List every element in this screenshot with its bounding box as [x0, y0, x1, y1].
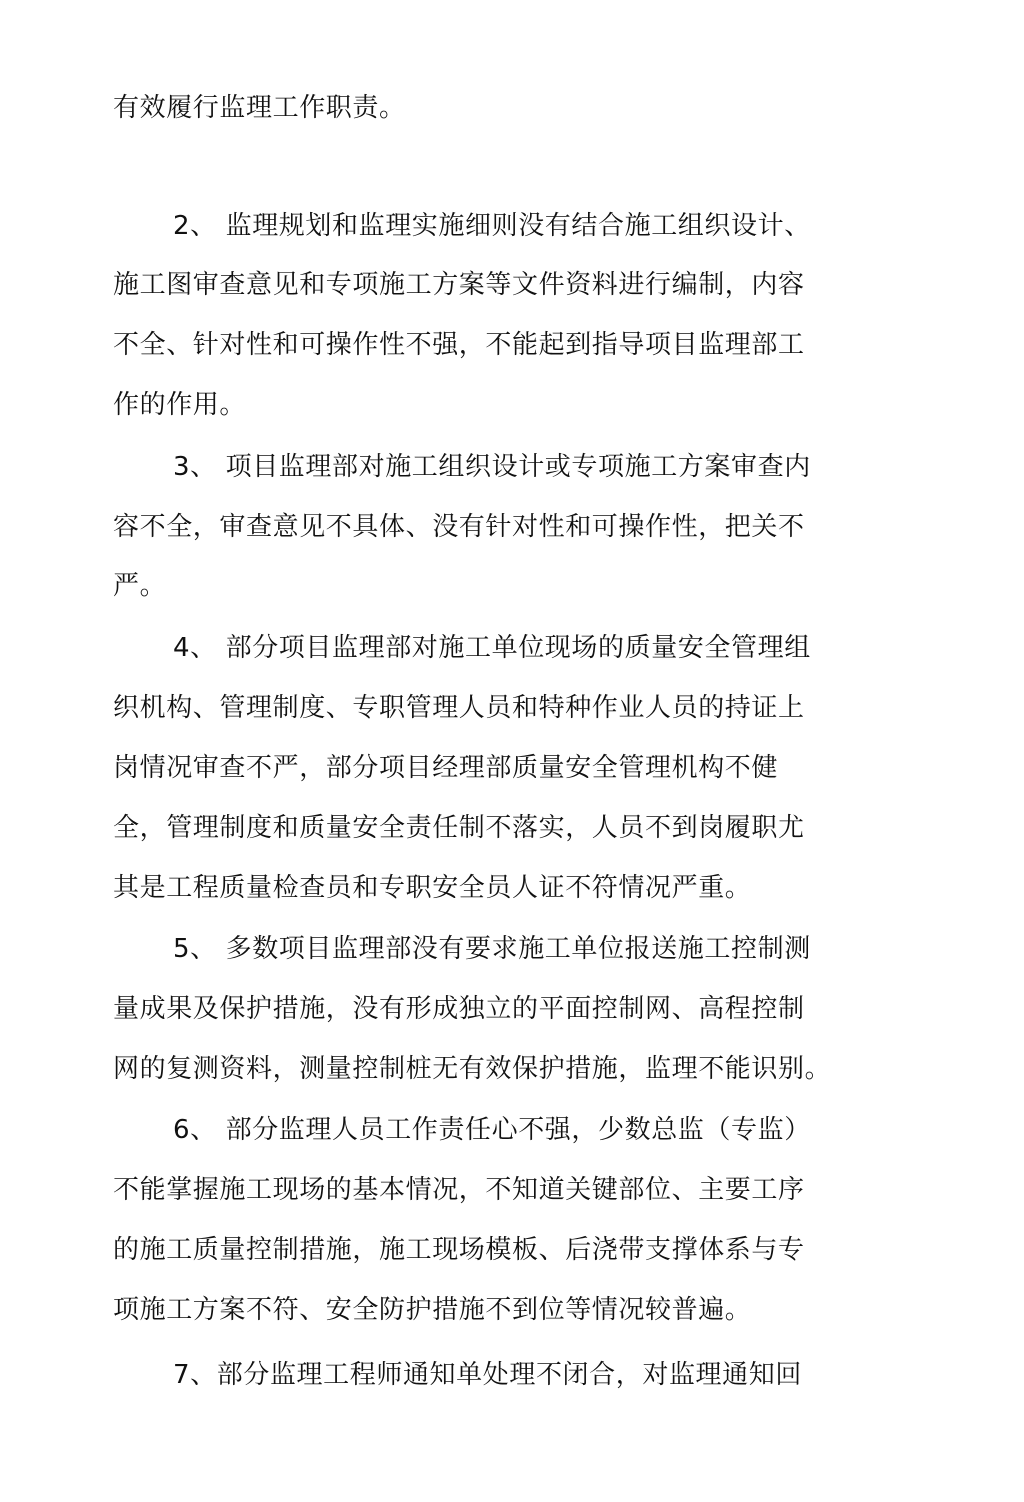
item-5-line-1: 5、 多数项目监理部没有要求施工单位报送施工控制测 — [173, 934, 811, 964]
item-2-line-2: 施工图审查意见和专项施工方案等文件资料进行编制，内容 — [113, 270, 805, 300]
item-3-line-2: 容不全，审查意见不具体、没有针对性和可操作性，把关不 — [113, 512, 805, 542]
item-4-line-2: 织机构、管理制度、专职管理人员和特种作业人员的持证上 — [113, 693, 805, 723]
item-3-line-1: 3、 项目监理部对施工组织设计或专项施工方案审查内 — [173, 452, 811, 482]
item-7-line-1: 7、部分监理工程师通知单处理不闭合，对监理通知回 — [173, 1360, 802, 1390]
item-3-line-3: 严。 — [113, 571, 167, 601]
item-6-line-1: 6、 部分监理人员工作责任心不强，少数总监（专监） — [173, 1115, 811, 1145]
text-line-1: 有效履行监理工作职责。 — [113, 93, 406, 123]
item-2-line-4: 作的作用。 — [113, 390, 247, 420]
item-2-line-1: 2、 监理规划和监理实施细则没有结合施工组织设计、 — [173, 211, 811, 241]
item-5-line-2: 量成果及保护措施，没有形成独立的平面控制网、高程控制 — [113, 994, 805, 1024]
item-6-line-3: 的施工质量控制措施，施工现场模板、后浇带支撑体系与专 — [113, 1235, 805, 1265]
item-2-line-3: 不全、针对性和可操作性不强，不能起到指导项目监理部工 — [113, 330, 805, 360]
item-4-line-4: 全，管理制度和质量安全责任制不落实，人员不到岗履职尤 — [113, 813, 805, 843]
item-5-line-3: 网的复测资料，测量控制桩无有效保护措施，监理不能识别。 — [113, 1054, 832, 1084]
item-4-line-1: 4、 部分项目监理部对施工单位现场的质量安全管理组 — [173, 633, 811, 663]
item-4-line-3: 岗情况审查不严，部分项目经理部质量安全管理机构不健 — [113, 753, 779, 783]
item-6-line-2: 不能掌握施工现场的基本情况，不知道关键部位、主要工序 — [113, 1175, 805, 1205]
item-4-line-5: 其是工程质量检查员和专职安全员人证不符情况严重。 — [113, 873, 752, 903]
item-6-line-4: 项施工方案不符、安全防护措施不到位等情况较普遍。 — [113, 1295, 752, 1325]
